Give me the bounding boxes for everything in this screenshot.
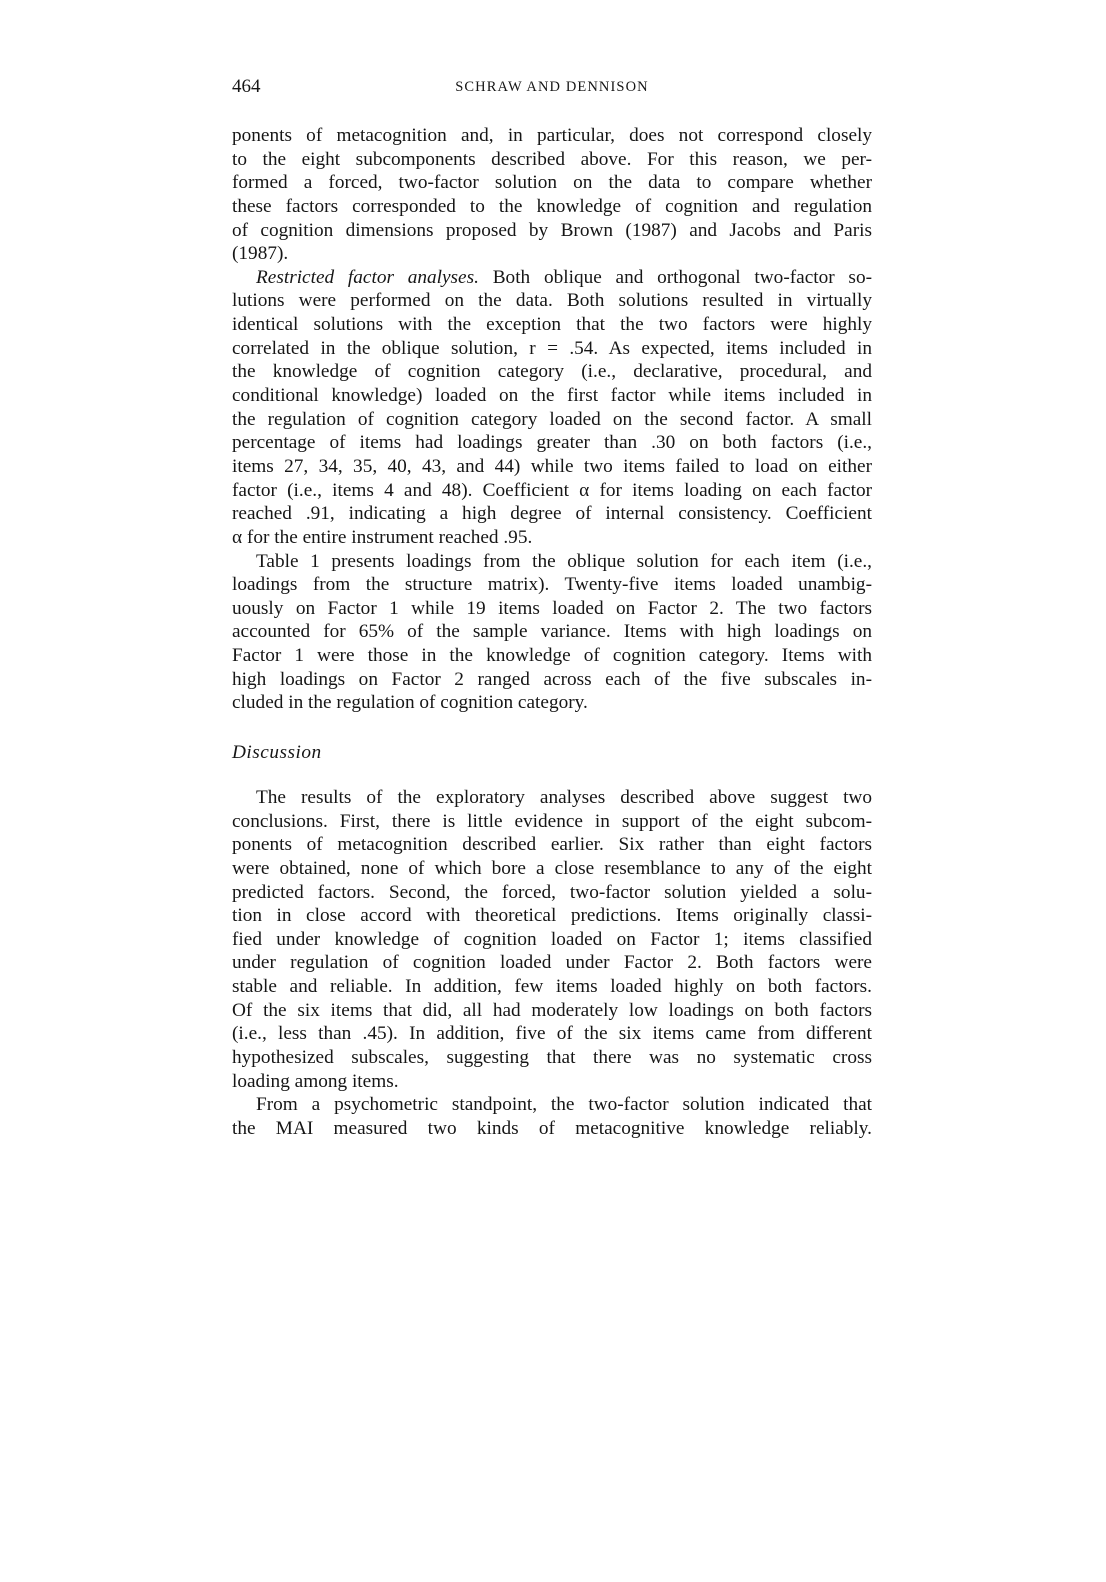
line-text: the knowledge of cognition category (i.e., declarative, procedural, and (232, 361, 872, 383)
text-line (232, 928, 872, 952)
section-heading-discussion: Discussion (232, 742, 322, 763)
line-text: fied under knowledge of cognition loaded on Factor 1; items classified (232, 928, 872, 950)
line-text: ponents of metacognition and, in particular, does not correspond closely (232, 125, 872, 146)
line-text: (1987). (232, 243, 289, 265)
text-line (232, 431, 872, 455)
line-text: loading among items. (232, 1070, 399, 1092)
text-line (232, 384, 872, 408)
line-text: identical solutions with the exception that the two factors were highly (232, 314, 872, 336)
text-line (232, 148, 872, 172)
text-line (232, 597, 872, 621)
text-line (232, 1022, 872, 1046)
text-line (232, 999, 872, 1023)
body-text-top (232, 124, 872, 715)
line-text: lutions were performed on the data. Both solutions resulted in virtually (232, 290, 872, 312)
run-in-heading: Restricted factor analyses. (256, 266, 479, 288)
line-text: of cognition dimensions proposed by Brown (1987) and Jacobs and Paris (232, 219, 872, 241)
line-text: conclusions. First, there is little evidence in support of the eight subcom- (232, 810, 872, 832)
text-line (232, 171, 872, 195)
page-number: 464 (232, 76, 261, 97)
text-line (232, 313, 872, 337)
line-text: cluded in the regulation of cognition category. (232, 692, 588, 714)
line-text: hypothesized subscales, suggesting that there was no systematic cross (232, 1047, 872, 1069)
text-line (232, 904, 872, 928)
paragraph-discussion-2 (232, 1093, 872, 1140)
line-text: to the eight subcomponents described above. For this reason, we per- (232, 148, 872, 170)
line-text: Factor 1 were those in the knowledge of cognition category. Items with (232, 645, 872, 667)
line-text: factor (i.e., items 4 and 48). Coefficient α for items loading on each factor (232, 479, 872, 501)
text-line (232, 1093, 872, 1117)
text-line (232, 408, 872, 432)
line-text: items 27, 34, 35, 40, 43, and 44) while two items failed to load on either (232, 455, 872, 477)
text-line (232, 833, 872, 857)
text-line (232, 1046, 872, 1070)
text-line (232, 219, 872, 243)
paragraph-table-1 (232, 550, 872, 715)
line-text: correlated in the oblique solution, r = .54. As expected, items included in (232, 337, 872, 359)
text-line (232, 810, 872, 834)
line-text: stable and reliable. In addition, few items loaded highly on both factors. (232, 976, 872, 998)
line-text: percentage of items had loadings greater than .30 on both factors (i.e., (232, 432, 872, 454)
line-text: The results of the exploratory analyses described above suggest two (256, 787, 872, 808)
line-text: tion in close accord with theoretical predictions. Items originally classi- (232, 905, 872, 927)
text-line (232, 951, 872, 975)
line-text: Table 1 presents loadings from the oblique solution for each item (i.e., (256, 550, 872, 572)
text-line (232, 668, 872, 692)
text-line (232, 786, 872, 810)
page-header (232, 76, 872, 100)
line-text: these factors corresponded to the knowledge of cognition and regulation (232, 195, 872, 217)
text-line (232, 1070, 872, 1094)
line-text: Both oblique and orthogonal two-factor so- (478, 266, 873, 288)
line-text: under regulation of cognition loaded under Factor 2. Both factors were (232, 952, 872, 974)
text-line (232, 124, 872, 148)
text-line (232, 455, 872, 479)
text-line (232, 975, 872, 999)
line-text: conditional knowledge) loaded on the first factor while items included in (232, 385, 872, 407)
line-text: formed a forced, two-factor solution on the data to compare whether (232, 172, 872, 194)
running-head: SCHRAW AND DENNISON (455, 79, 649, 95)
line-text: were obtained, none of which bore a close resemblance to any of the eight (232, 857, 872, 879)
line-text: the regulation of cognition category loaded on the second factor. A small (232, 408, 872, 430)
text-line (232, 857, 872, 881)
text-line (232, 360, 872, 384)
line-text: predicted factors. Second, the forced, two-factor solution yielded a solu- (232, 881, 872, 903)
body-text-discussion (232, 786, 872, 1141)
text-line (232, 526, 872, 550)
text-line (232, 479, 872, 503)
line-text: high loadings on Factor 2 ranged across each of the five subscales in- (232, 668, 872, 690)
text-line (232, 289, 872, 313)
paragraph-restricted-factor-analyses (232, 266, 872, 550)
text-line (232, 550, 872, 574)
line-text: reached .91, indicating a high degree of internal consistency. Coefficient (232, 503, 872, 525)
line-text: loadings from the structure matrix). Twenty-five items loaded unambig- (232, 574, 872, 596)
line-text: (i.e., less than .45). In addition, five of the six items came from different (232, 1023, 872, 1045)
line-text: Of the six items that did, all had moderately low loadings on both factors (232, 999, 872, 1021)
text-line (232, 573, 872, 597)
text-line (232, 242, 872, 266)
line-text: accounted for 65% of the sample variance. Items with high loadings on (232, 621, 872, 643)
text-line (232, 691, 872, 715)
text-line (232, 881, 872, 905)
text-line (232, 502, 872, 526)
text-line (232, 644, 872, 668)
line-text: the MAI measured two kinds of metacognitive knowledge reliably. (232, 1117, 872, 1139)
text-line (232, 266, 872, 290)
paragraph-intro (232, 124, 872, 266)
line-text: uously on Factor 1 while 19 items loaded on Factor 2. The two factors (232, 597, 872, 619)
paragraph-discussion-1 (232, 786, 872, 1093)
line-text: ponents of metacognition described earlier. Six rather than eight factors (232, 834, 872, 856)
text-line (232, 195, 872, 219)
text-line (232, 620, 872, 644)
line-text: α for the entire instrument reached .95. (232, 526, 533, 548)
text-line (232, 337, 872, 361)
line-text: From a psychometric standpoint, the two-factor solution indicated that (256, 1094, 872, 1116)
text-line (232, 1117, 872, 1141)
